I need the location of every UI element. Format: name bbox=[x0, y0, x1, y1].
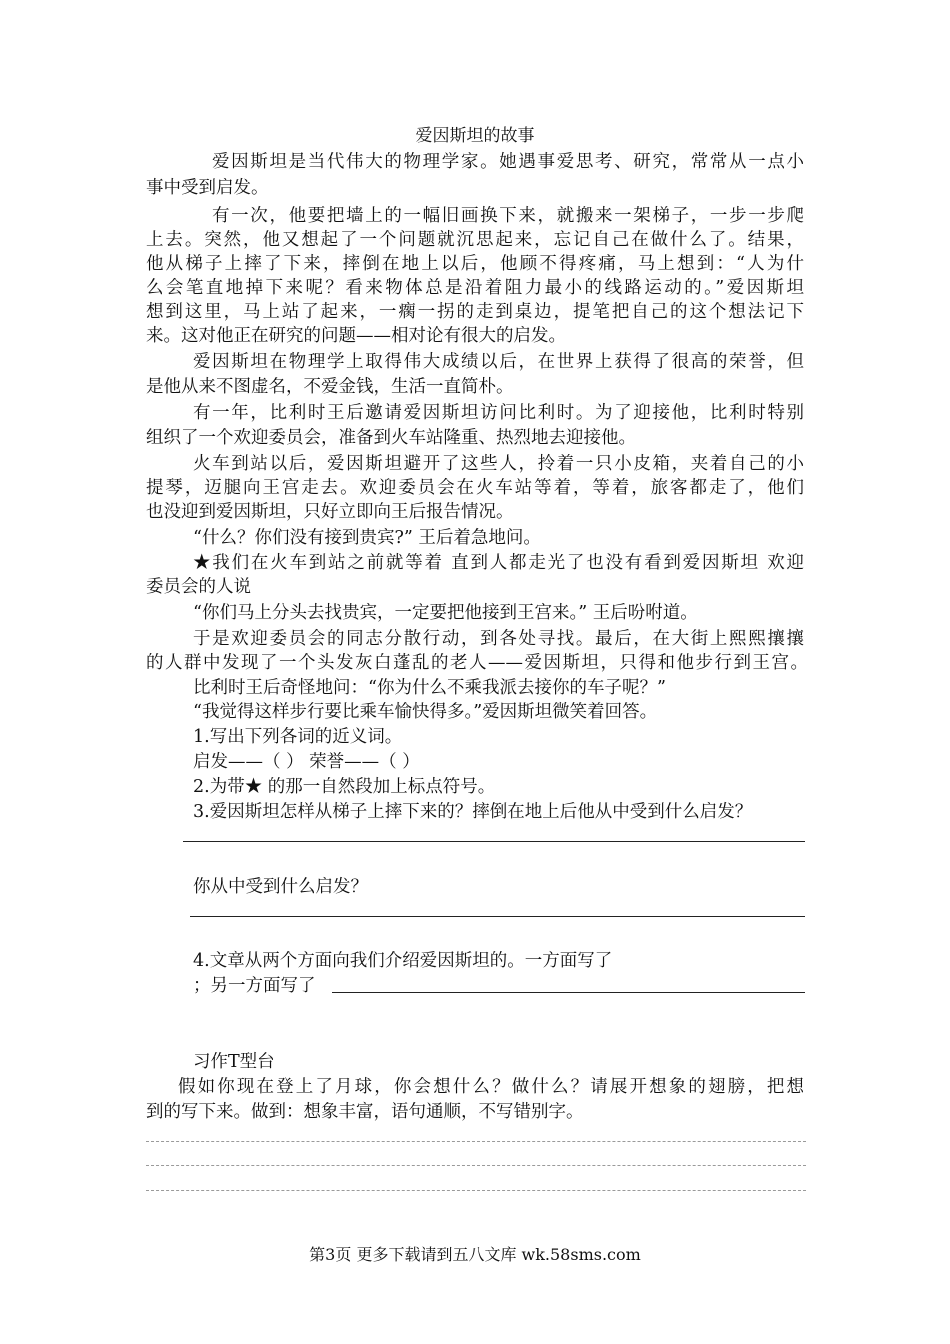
page-footer: 第3页 更多下载请到五八文库 wk.58sms.com bbox=[309, 1245, 641, 1264]
writing-prompt-line: 到的写下来。做到：想象丰富，语句通顺，不写错别字。 bbox=[146, 1102, 584, 1122]
story-line: 么会笔直地掉下来呢？看来物体总是沿着阻力最小的线路运动的。”爱因斯坦 bbox=[146, 278, 804, 298]
story-line: 组织了一个欢迎委员会，准备到火车站隆重、热烈地去迎接他。 bbox=[146, 428, 636, 448]
writing-line bbox=[146, 1165, 806, 1166]
writing-line bbox=[146, 1141, 806, 1142]
story-line: 火车到站以后，爱因斯坦避开了这些人，拎着一只小皮箱，夹着自己的小 bbox=[193, 454, 804, 474]
writing-line bbox=[146, 1190, 806, 1191]
answer-line bbox=[332, 992, 805, 993]
writing-prompt-line: 假如你现在登上了月球，你会想什么？做什么？请展开想象的翅膀，把想 bbox=[178, 1077, 804, 1097]
story-line: 于是欢迎委员会的同志分散行动，到各处寻找。最后，在大街上熙熙攘攘 bbox=[193, 629, 804, 649]
question-4: 4.文章从两个方面向我们介绍爱因斯坦的。一方面写了 bbox=[193, 951, 613, 971]
story-line: 提琴，迈腿向王宫走去。欢迎委员会在火车站等着，等着，旅客都走了，他们 bbox=[146, 478, 804, 498]
story-line: 上去。突然，他又想起了一个问题就沉思起来，忘记自己在做什么了。结果， bbox=[146, 230, 804, 250]
story-line: 来。这对他正在研究的问题——相对论有很大的启发。 bbox=[146, 326, 566, 346]
story-line: 有一年，比利时王后邀请爱因斯坦访问比利时。为了迎接他，比利时特别 bbox=[193, 403, 804, 423]
question-3: 3.爱因斯坦怎样从梯子上摔下来的？摔倒在地上后他从中受到什么启发？ bbox=[193, 802, 753, 822]
story-line: 爱因斯坦是当代伟大的物理学家。她遇事爱思考、研究，常常从一点小 bbox=[212, 152, 804, 172]
answer-line bbox=[190, 916, 805, 917]
story-line: 的人群中发现了一个头发灰白蓬乱的老人——爱因斯坦，只得和他步行到王宫。 bbox=[146, 653, 808, 673]
question-1-words: 启发——（ ） 荣誉——（ ） bbox=[193, 752, 420, 772]
story-line-starred: ★我们在火车到站之前就等着 直到人都走光了也没有看到爱因斯坦 欢迎 bbox=[193, 553, 804, 573]
question-2: 2.为带★ 的那一自然段加上标点符号。 bbox=[193, 777, 496, 797]
question-1: 1.写出下列各词的近义词。 bbox=[193, 727, 403, 747]
story-line: 爱因斯坦在物理学上取得伟大成绩以后，在世界上获得了很高的荣誉，但 bbox=[193, 352, 804, 372]
story-line: 比利时王后奇怪地问：“你为什么不乘我派去接你的车子呢？” bbox=[193, 678, 666, 698]
writing-heading: 习作T型台 bbox=[193, 1052, 275, 1072]
story-line: 也没迎到爱因斯坦，只好立即向王后报告情况。 bbox=[146, 502, 514, 522]
story-line: “我觉得这样步行要比乘车愉快得多。”爱因斯坦微笑着回答。 bbox=[193, 702, 658, 722]
story-title: 爱因斯坦的故事 bbox=[415, 126, 535, 146]
question-3b: 你从中受到什么启发？ bbox=[193, 877, 368, 897]
story-line: 想到这里，马上站了起来，一瘸一拐的走到桌边，提笔把自己的这个想法记下 bbox=[146, 302, 804, 322]
story-line: 有一次，他要把墙上的一幅旧画换下来，就搬来一架梯子，一步一步爬 bbox=[212, 206, 804, 226]
story-line: “你们马上分头去找贵宾，一定要把他接到王宫来。” 王后吩咐道。 bbox=[193, 603, 698, 623]
question-4-continued: ；另一方面写了 bbox=[193, 976, 316, 996]
answer-line bbox=[183, 841, 805, 842]
story-line: 是他从来不图虚名，不爱金钱，生活一直简朴。 bbox=[146, 377, 514, 397]
story-line: 事中受到启发。 bbox=[146, 178, 269, 198]
story-line: 委员会的人说 bbox=[146, 577, 251, 597]
story-line: 他从梯子上摔了下来，摔倒在地上以后，他顾不得疼痛，马上想到：“人为什 bbox=[146, 254, 804, 274]
story-line: “什么？你们没有接到贵宾?” 王后着急地问。 bbox=[193, 528, 541, 548]
